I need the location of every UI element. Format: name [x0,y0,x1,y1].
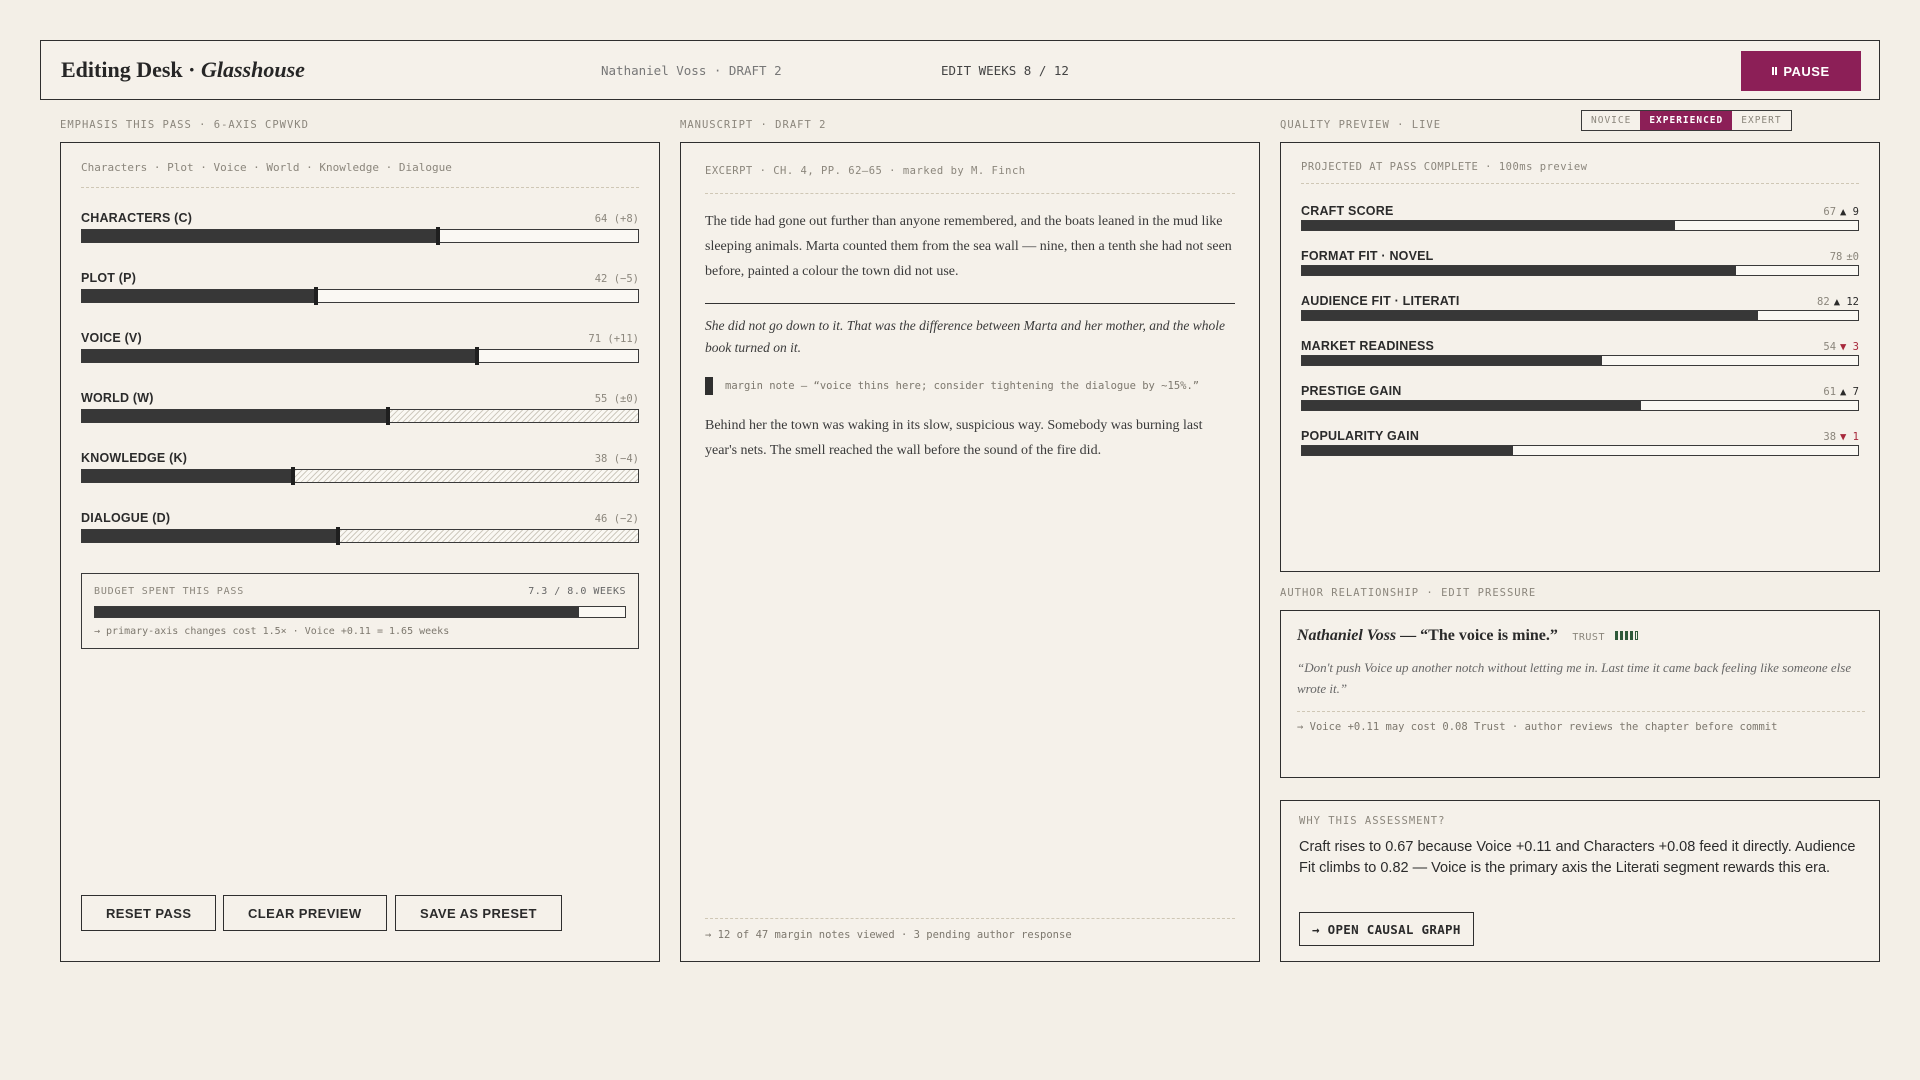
author-quote: — “The voice is mine.” [1396,627,1558,645]
metric-value [1823,431,1859,443]
mode-expert[interactable]: EXPERT [1732,111,1790,130]
app-title [61,57,305,83]
pause-label: PAUSE [1783,63,1830,79]
metric-fill [1302,311,1758,320]
mode-novice[interactable]: NOVICE [1582,111,1640,130]
why-caption: WHY THIS ASSESSMENT? [1299,815,1446,827]
mode-experienced[interactable]: EXPERIENCED [1640,111,1732,130]
slider-fill [82,230,438,242]
top-bar [40,40,1880,100]
excerpt-meta: EXCERPT · CH. 4, PP. 62–65 · marked by M. Finch [705,165,1026,177]
slider-track[interactable] [81,529,639,543]
metric-value [1823,386,1859,398]
metric-delta: ▼ 3 [1840,341,1859,353]
title-prefix: Editing Desk · [61,57,201,82]
author-cost-note: → Voice +0.11 may cost 0.08 Trust · author reviews the chapter before commit [1297,721,1778,733]
quality-metric [1301,204,1859,234]
quality-metric [1301,429,1859,459]
note-marker-icon [705,377,713,395]
divider [705,918,1235,919]
slider-label: CHARACTERS (C) [81,211,193,225]
metric-score: 38 [1823,431,1837,443]
slider-label: KNOWLEDGE (K) [81,451,188,465]
metric-score: 54 [1823,341,1837,353]
metric-label: POPULARITY GAIN [1301,429,1420,443]
slider-track[interactable] [81,229,639,243]
metric-fill [1302,446,1513,455]
quality-subcaption: PROJECTED AT PASS COMPLETE · 100ms preview [1301,161,1588,173]
metric-score: 82 [1817,296,1830,308]
metric-bar [1301,400,1859,411]
metric-label: FORMAT FIT · NOVEL [1301,249,1434,263]
slider-fill [82,470,293,482]
margin-note[interactable] [705,377,1245,397]
slider-track[interactable] [81,409,639,423]
slider-track[interactable] [81,289,639,303]
why-explanation: Craft rises to 0.67 because Voice +0.11 and Characters +0.08 feed it directly. Audience Fit climbs to 0.82 — Voice is the primary axis the Literati segment rewards this era. [1299,839,1856,876]
slider-value: 38 (−4) [594,453,639,465]
slider-value: 55 (±0) [594,393,639,405]
metric-fill [1302,401,1641,410]
slider-handle[interactable] [336,527,340,545]
metric-value [1817,296,1859,308]
slider-fill [82,350,477,362]
pause-button[interactable] [1741,51,1861,91]
divider [1297,711,1865,712]
metric-score: 67 [1823,206,1837,218]
slider-label: PLOT (P) [81,271,137,285]
metric-fill [1302,221,1675,230]
author-message: “Don't push Voice up another notch without letting me in. Last time it came back feeling like someone else wrote it.” [1297,660,1852,696]
slider-value: 71 (+11) [588,333,639,345]
quality-caption: QUALITY PREVIEW · LIVE [1280,119,1442,131]
metric-fill [1302,266,1736,275]
axis-list: Characters · Plot · Voice · World · Knowledge · Dialogue [81,161,452,174]
emphasis-panel [60,142,660,962]
trust-pip [1625,631,1628,640]
author-caption: AUTHOR RELATIONSHIP · EDIT PRESSURE [1280,587,1537,599]
slider-fill [82,290,316,302]
metric-score: 78 [1829,251,1843,263]
trust-pip [1615,631,1618,640]
manuscript-panel [680,142,1260,962]
divider [81,187,639,188]
metric-bar [1301,355,1859,366]
emphasis-slider[interactable] [81,331,639,371]
metric-bar [1301,220,1859,231]
manuscript-paragraph-1: The tide had gone out further than anyone remembered, and the boats leaned in the mud like sleeping animals. Marta counted them from the sea wall — nine, then a tenth she had not seen before, painted a colour the town did not use. [705,214,1232,279]
budget-box [81,573,639,649]
trust-pip [1635,631,1638,640]
metric-label: AUDIENCE FIT · LITERATI [1301,294,1460,308]
trust-label: TRUST [1572,632,1605,644]
quality-metric [1301,294,1859,324]
metric-delta: ±0 [1846,251,1859,263]
reset-pass-button[interactable]: RESET PASS [81,895,216,931]
metric-delta: ▲ 9 [1840,206,1859,218]
metric-value [1830,251,1859,263]
metric-label: MARKET READINESS [1301,339,1435,353]
pause-icon [1772,67,1777,75]
slider-label: VOICE (V) [81,331,142,345]
slider-handle[interactable] [386,407,390,425]
emphasis-slider[interactable] [81,271,639,311]
slider-handle[interactable] [314,287,318,305]
metric-bar [1301,310,1859,321]
quality-metric [1301,339,1859,369]
slider-fill [82,530,338,542]
manuscript-paragraph-2: She did not go down to it. That was the difference between Marta and her mother, and the whole book turned on it. [705,318,1225,355]
metric-bar [1301,445,1859,456]
budget-fill [95,607,579,617]
quality-metric [1301,384,1859,414]
open-causal-graph-button[interactable]: → OPEN CAUSAL GRAPH [1299,912,1474,946]
quality-metric [1301,249,1859,279]
trust-pip [1630,631,1633,640]
budget-caption: BUDGET SPENT THIS PASS [94,586,245,597]
emphasis-caption: EMPHASIS THIS PASS · 6-AXIS CPWVKD [60,119,309,131]
slider-value: 64 (+8) [594,213,639,225]
emphasis-slider[interactable] [81,391,639,431]
quality-panel [1280,142,1880,572]
slider-value: 42 (−5) [594,273,639,285]
edit-weeks-counter: EDIT WEEKS 8 / 12 [941,63,1069,78]
slider-handle[interactable] [475,347,479,365]
metric-score: 61 [1823,386,1837,398]
manuscript-caption: MANUSCRIPT · DRAFT 2 [680,119,827,131]
author-headline [1297,627,1640,645]
metric-bar [1301,265,1859,276]
slider-track[interactable] [81,349,639,363]
slider-value: 46 (−2) [594,513,639,525]
slider-handle[interactable] [291,467,295,485]
book-title: Glasshouse [200,57,305,82]
metric-fill [1302,356,1602,365]
emphasis-slider[interactable] [81,451,639,491]
metric-value [1823,206,1859,218]
metric-delta: ▼ 1 [1840,431,1859,443]
metric-delta: ▲ 12 [1833,296,1859,308]
metric-delta: ▲ 7 [1840,386,1859,398]
divider [1301,183,1859,184]
slider-label: WORLD (W) [81,391,154,405]
slider-handle[interactable] [436,227,440,245]
metric-value [1823,341,1859,353]
trust-pip [1620,631,1623,640]
author-panel [1280,610,1880,778]
budget-bar [94,606,626,618]
metric-label: PRESTIGE GAIN [1301,384,1402,398]
clear-preview-button[interactable]: CLEAR PREVIEW [223,895,387,931]
trust-meter [1615,627,1640,645]
budget-value: 7.3 / 8.0 WEEKS [528,586,626,597]
emphasis-slider[interactable] [81,211,639,251]
save-preset-button[interactable]: SAVE AS PRESET [395,895,562,931]
slider-label: DIALOGUE (D) [81,511,171,525]
difficulty-mode-toggle [1581,110,1792,131]
author-draft: Nathaniel Voss · DRAFT 2 [601,63,782,78]
divider [705,193,1235,194]
metric-label: CRAFT SCORE [1301,204,1394,218]
margin-notes-status: → 12 of 47 margin notes viewed · 3 pending author response [705,929,1072,941]
margin-note-text: margin note — “voice thins here; consider tightening the dialogue by ~15%.” [725,380,1200,392]
manuscript-paragraph-3: Behind her the town was waking in its slow, suspicious way. Somebody was burning last year's nets. The smell reached the wall before the sound of the fire did. [705,418,1203,458]
budget-note: → primary-axis changes cost 1.5× · Voice +0.11 = 1.65 weeks [94,626,450,637]
slider-fill [82,410,388,422]
slider-track[interactable] [81,469,639,483]
divider [705,303,1235,304]
why-panel [1280,800,1880,962]
author-name: Nathaniel Voss [1297,627,1397,645]
emphasis-slider[interactable] [81,511,639,551]
